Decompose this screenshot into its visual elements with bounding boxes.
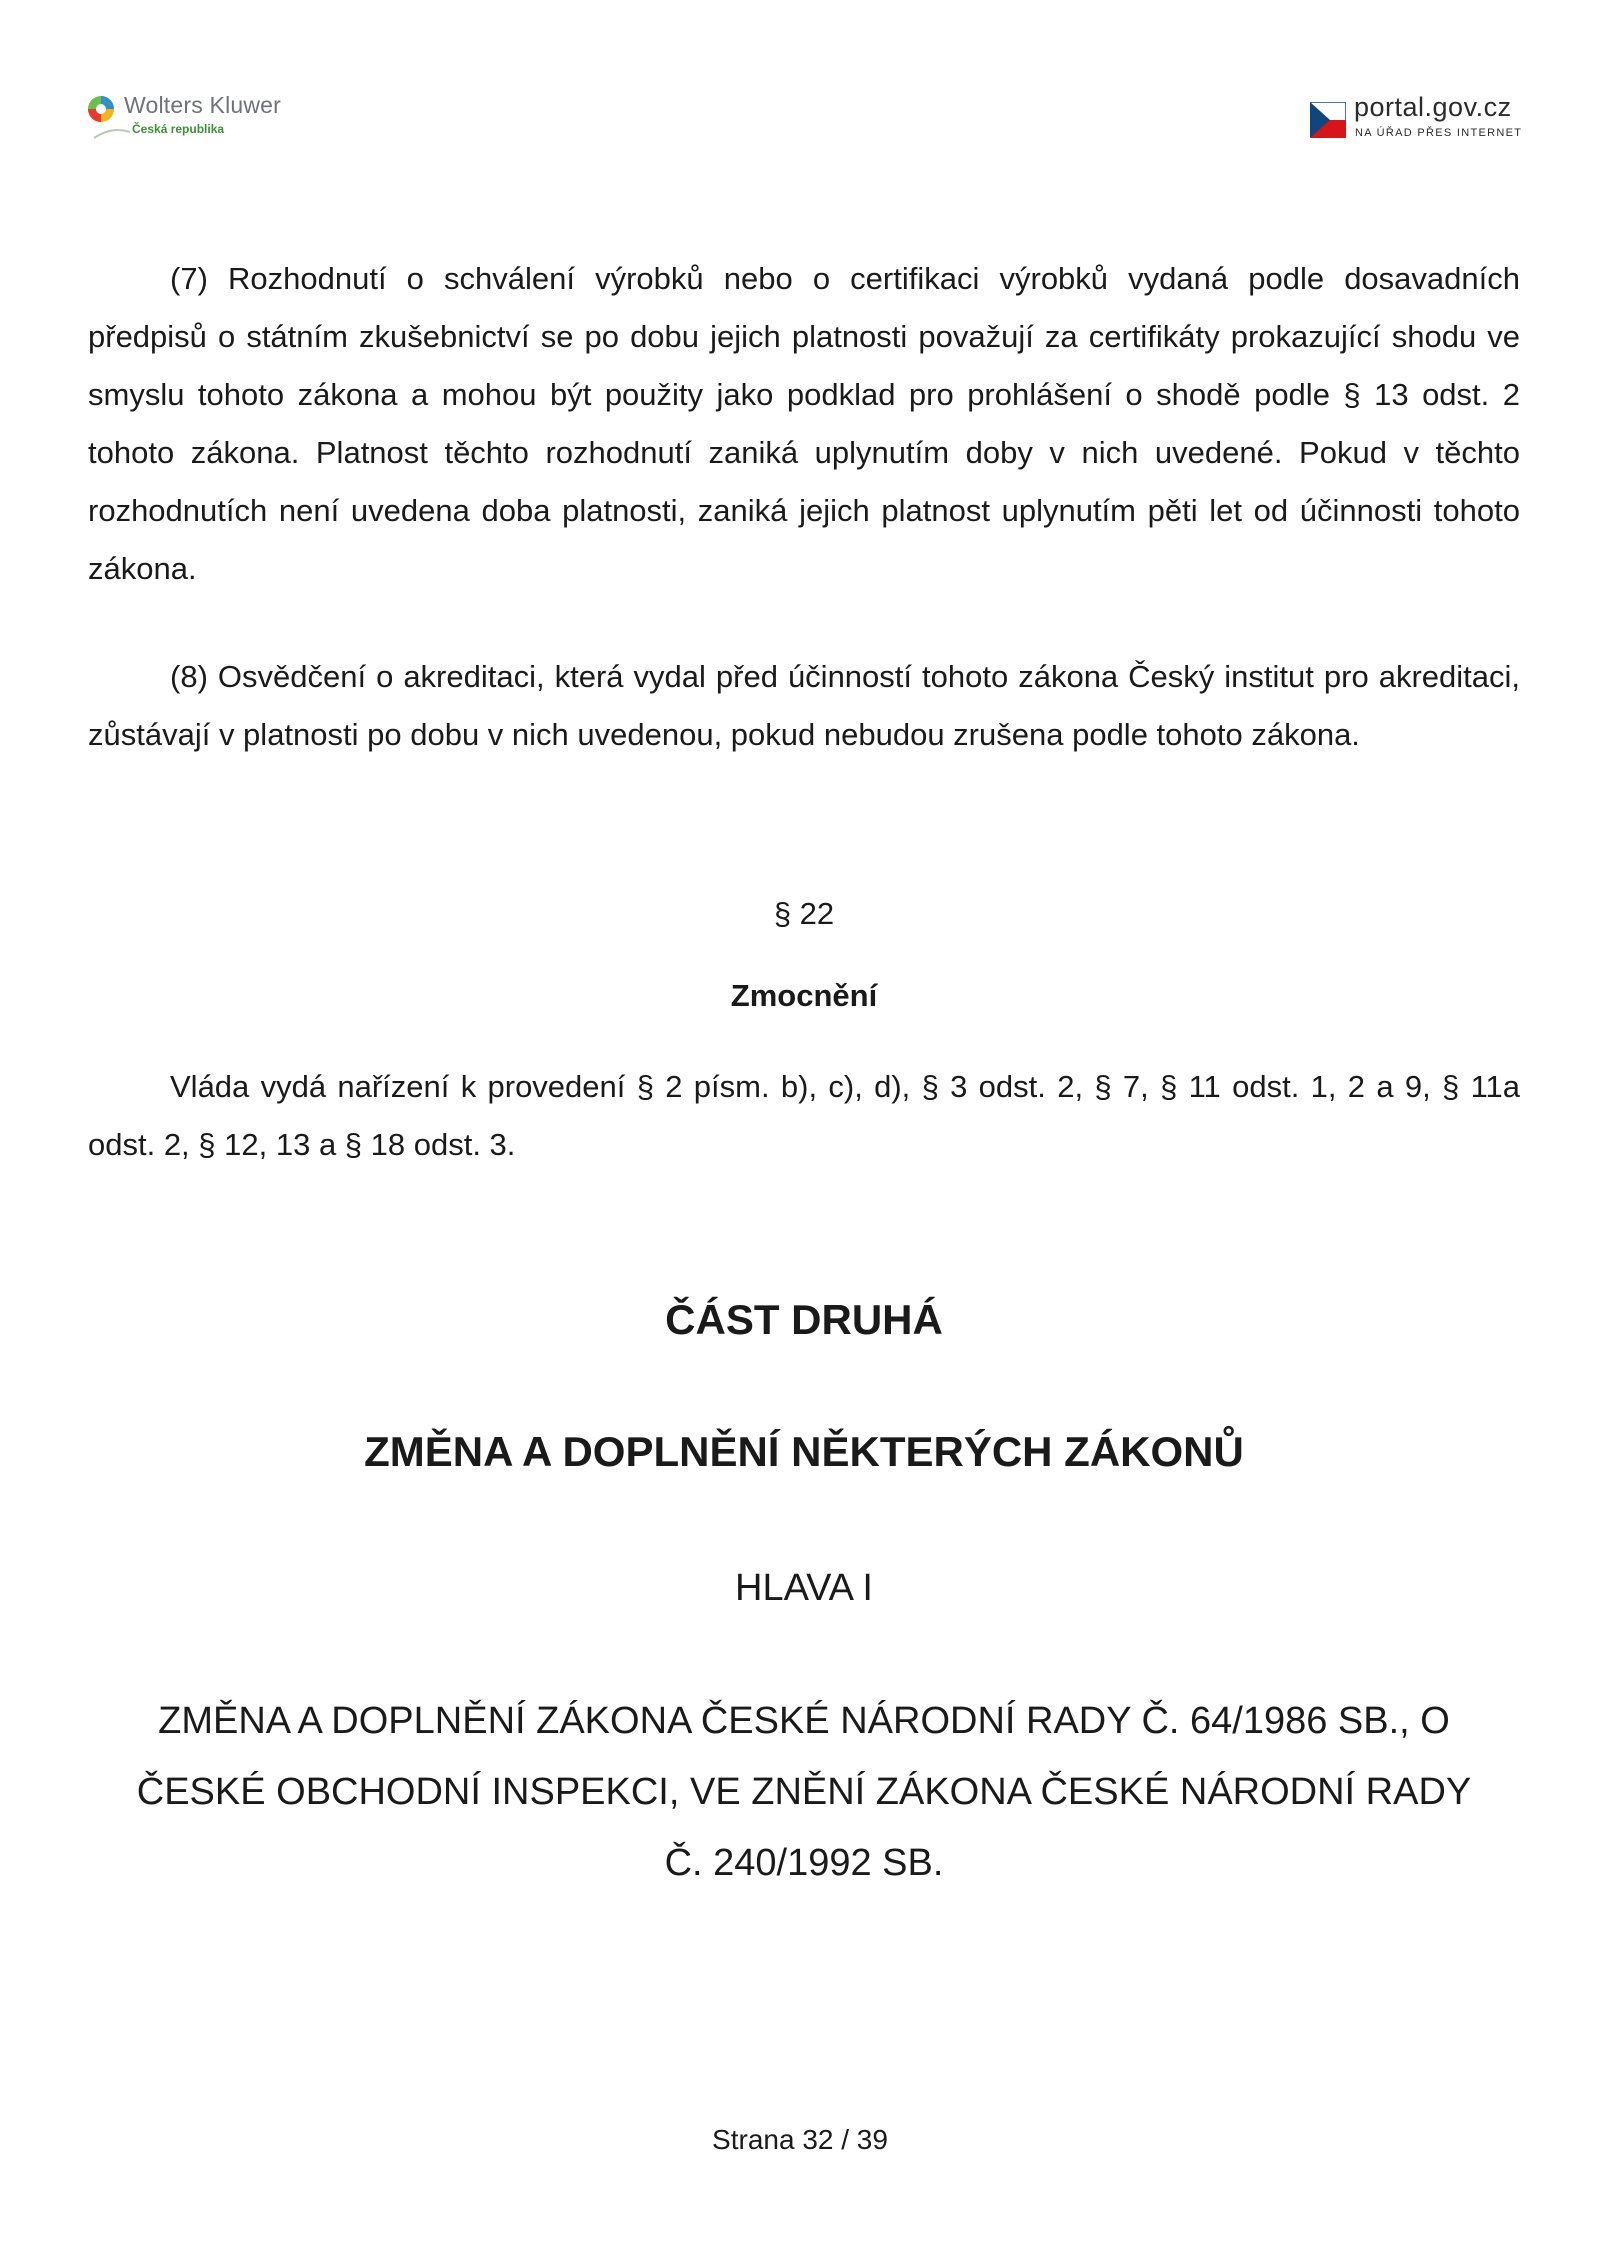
part-heading: ČÁST DRUHÁ	[665, 1296, 943, 1343]
section-number: § 22	[773, 896, 835, 931]
wolters-kluwer-subtitle: Česká republika	[132, 122, 225, 136]
law-title-line: ČESKÉ OBCHODNÍ INSPEKCI, VE ZNĚNÍ ZÁKONA ČESKÉ NÁRODNÍ RADY	[136, 1771, 1472, 1813]
law-title-line: Č. 240/1992 SB.	[664, 1842, 944, 1884]
page-header	[0, 0, 1600, 160]
paragraph-7: (7) Rozhodnutí o schválení výrobků nebo o certifikaci výrobků vydaná podle dosavadních předpisů o státním zkušebnictví se po dobu jejich platnosti považují za certifikáty prokazující shodu ve smyslu tohoto zákona a mohou být použity jako podklad pro prohlášení o shodě podle § 13 odst. 2 tohoto zákona. Platnost těchto rozhodnutí zaniká uplynutím doby v nich uvedené. Pokud v těchto rozhodnutích není uvedena doba platnosti, zaniká jejich platnost uplynutím pěti let od účinnosti tohoto zákona.	[88, 261, 1520, 586]
wolters-kluwer-swoosh-icon	[92, 126, 132, 140]
page-number: Strana 32 / 39	[712, 2124, 888, 2155]
portal-gov-subtitle: NA ÚŘAD PŘES INTERNET	[1355, 127, 1523, 139]
section-text: Vláda vydá nařízení k provedení § 2 písm. b), c), d), § 3 odst. 2, § 7, § 11 odst. 1, 2 a 9, § 11a odst. 2, § 12, 13 a § 18 odst. 3.	[88, 1069, 1520, 1162]
wolters-kluwer-globe-icon	[86, 94, 116, 124]
portal-gov-name: portal.gov.cz	[1354, 92, 1512, 122]
portal-gov-logo	[1310, 94, 1530, 142]
law-title	[88, 1686, 1520, 1899]
paragraph-8: (8) Osvědčení o akreditaci, která vydal před účinností tohoto zákona Český institut pro akreditaci, zůstávají v platnosti po dobu v nich uvedenou, pokud nebudou zrušena podle tohoto zákona.	[88, 659, 1520, 752]
section-title: Zmocnění	[730, 978, 878, 1013]
law-title-line: ZMĚNA A DOPLNĚNÍ ZÁKONA ČESKÉ NÁRODNÍ RADY Č. 64/1986 SB., O	[158, 1700, 1450, 1742]
wolters-kluwer-name: Wolters Kluwer	[124, 92, 282, 118]
document-body	[88, 250, 1520, 1899]
czech-flag-icon	[1310, 102, 1346, 138]
hlava-heading: HLAVA I	[735, 1567, 873, 1609]
part-subheading: ZMĚNA A DOPLNĚNÍ NĚKTERÝCH ZÁKONŮ	[364, 1428, 1244, 1475]
wolters-kluwer-logo	[86, 92, 326, 146]
